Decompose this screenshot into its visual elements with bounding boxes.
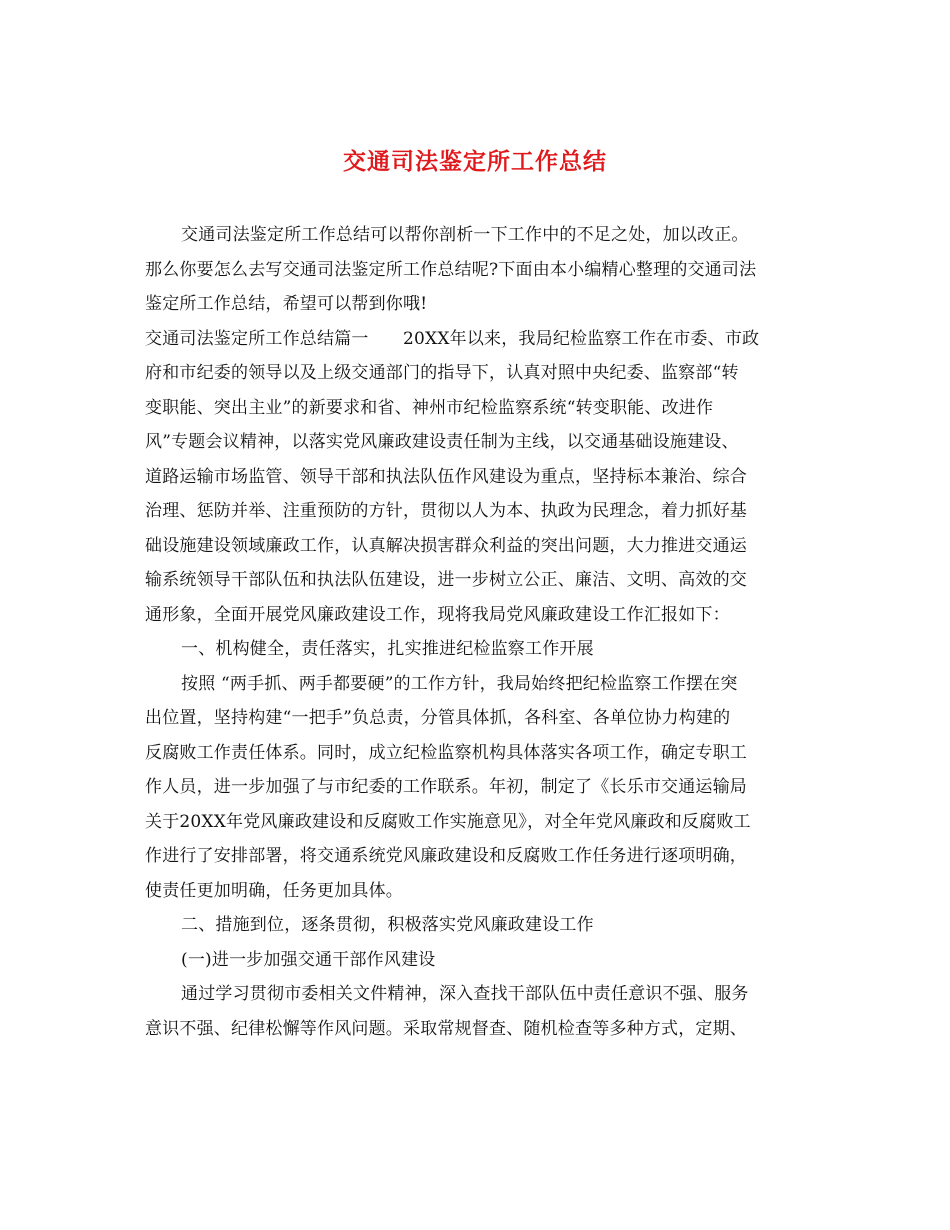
body-line: 那么你要怎么去写交通司法鉴定所工作总结呢?下面由本小编精心整理的交通司法 <box>145 259 757 280</box>
body-line: 意识不强、纪律松懈等作风问题。采取常规督查、随机检查等多种方式，定期、 <box>145 1018 747 1039</box>
body-line: 作进行了安排部署，将交通系统党风廉政建设和反腐败工作任务进行逐项明确， <box>145 846 747 866</box>
body-line: 交通司法鉴定所工作总结可以帮你剖析一下工作中的不足之处，加以改正。 <box>181 225 749 245</box>
body-line: 出位置，坚持构建“一把手”负总责，分管具体抓，各科室、各单位协力构建的 <box>145 708 731 728</box>
body-line: 关于20XX年党风廉政建设和反腐败工作实施意见》，对全年党风廉政和反腐败工 <box>145 811 751 832</box>
body-line: 变职能、突出主业”的新要求和省、神州市纪检监察系统“转变职能、改进作 <box>145 397 714 418</box>
body-line: 道路运输市场监管、领导干部和执法队伍作风建设为重点，坚持标本兼治、综合 <box>145 466 747 487</box>
document-body <box>145 218 810 1046</box>
body-line: 通形象，全面开展党风廉政建设工作，现将我局党风廉政建设工作汇报如下： <box>145 604 730 625</box>
body-line: 使责任更加明确，任务更加具体。 <box>145 880 403 901</box>
body-line: 按照 “两手抓、两手都要硬”的工作方针，我局始终把纪检监察工作摆在突 <box>181 673 738 694</box>
body-line: (一)进一步加强交通干部作风建设 <box>181 949 436 970</box>
document-title: 交通司法鉴定所工作总结 <box>343 148 607 175</box>
body-line: 作人员，进一步加强了与市纪委的工作联系。年初，制定了《长乐市交通运输局 <box>145 777 747 797</box>
body-line: 二、措施到位，逐条贯彻，积极落实党风廉政建设工作 <box>181 915 594 935</box>
body-line: 通过学习贯彻市委相关文件精神，深入查找干部队伍中责任意识不强、服务 <box>181 984 749 1004</box>
body-line: 一、机构健全，责任落实，扎实推进纪检监察工作开展 <box>181 639 594 659</box>
body-line: 鉴定所工作总结，希望可以帮到你哦! <box>145 294 428 314</box>
body-line: 输系统领导干部队伍和执法队伍建设，进一步树立公正、廉洁、文明、高效的交 <box>145 570 747 590</box>
body-line: 交通司法鉴定所工作总结篇一 20XX年以来，我局纪检监察工作在市委、市政 <box>145 328 760 349</box>
body-line: 府和市纪委的领导以及上级交通部门的指导下，认真对照中央纪委、监察部“转 <box>145 363 739 383</box>
body-line: 治理、惩防并举、注重预防的方针，贯彻以人为本、执政为民理念，着力抓好基 <box>145 501 747 521</box>
body-line: 风”专题会议精神，以落实党风廉政建设责任制为主线，以交通基础设施建设、 <box>145 432 739 452</box>
body-line: 反腐败工作责任体系。同时，成立纪检监察机构具体落实各项工作，确定专职工 <box>145 742 747 763</box>
body-line: 础设施建设领域廉政工作，认真解决损害群众利益的突出问题，大力推进交通运 <box>145 535 747 556</box>
